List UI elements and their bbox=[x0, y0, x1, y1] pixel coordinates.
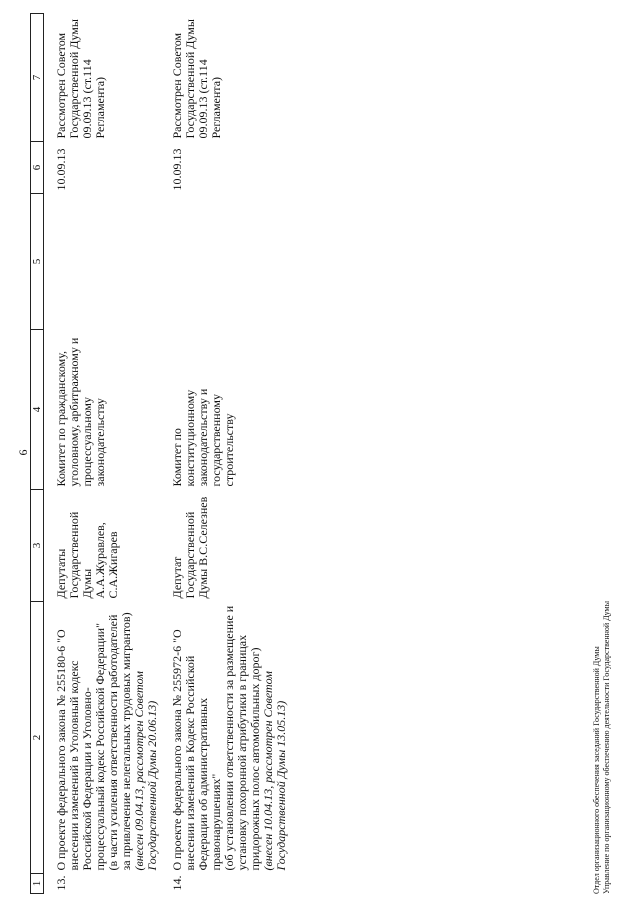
header-col-4: 4 bbox=[31, 330, 44, 490]
header-col-7: 7 bbox=[31, 14, 44, 142]
bill-cell bbox=[170, 602, 289, 874]
author-cell: Депутаты Государственной Думы А.А.Журавлев, С.А.Жигарев bbox=[53, 511, 120, 599]
bill-note: (внесен 09.04.13, рассмотрен Советом Государственной Думы 20.06.13) bbox=[131, 671, 159, 871]
footer-line-1: Отдел организационного обеспечения заседаний Государственной Думы bbox=[592, 646, 601, 894]
committee-cell: Комитет по конституционному законодательству и государственному строительству bbox=[169, 388, 236, 487]
footer-line-2: Управление по организационному обеспечению деятельности Государственной Думы bbox=[602, 601, 611, 894]
agenda-table bbox=[30, 13, 289, 894]
date-cell: 10.09.13 bbox=[53, 148, 68, 191]
status-cell: Рассмотрен Советом Государственной Думы 09.09.13 (ст.114 Регламента) bbox=[53, 19, 107, 139]
header-col-2: 2 bbox=[31, 602, 44, 874]
header-row bbox=[31, 14, 44, 894]
bill-cell bbox=[54, 602, 160, 874]
bill-title: О проекте федерального закона № 255180-6 "О внесении изменений в Уголовный кодекс Российской Федерации и Уголовно-процессуальный кодекс Российской Федерации" bbox=[53, 623, 107, 871]
status-cell: Рассмотрен Советом Государственной Думы 09.09.13 (ст.114 Регламента) bbox=[169, 19, 223, 139]
bill-title: О проекте федерального закона № 255972-6 "О внесении изменений в Кодекс Российской Федерации об административных правонарушениях" bbox=[169, 629, 223, 871]
col5-cell bbox=[54, 194, 160, 330]
footer bbox=[592, 601, 612, 894]
bill-subject: (в части усиления ответственности работодателей за привлечение нелегальных трудовых мигрантов) bbox=[105, 612, 133, 871]
col5-cell bbox=[170, 194, 289, 330]
table-row bbox=[54, 14, 160, 894]
page-number: 6 bbox=[16, 449, 30, 456]
header-col-1: 1 bbox=[31, 874, 44, 894]
bill-subject: (об установлении ответственности за размещение и установку похоронной атрибутики в границах придорожных полос автомобильных дорог) bbox=[221, 605, 262, 871]
header-col-3: 3 bbox=[31, 490, 44, 602]
author-cell: Депутат Государственной Думы В.С.Селезнев bbox=[169, 496, 210, 599]
row-number: 14. bbox=[169, 875, 184, 891]
committee-cell: Комитет по гражданскому, уголовному, арбитражному и процессуальному законодательству bbox=[53, 337, 107, 487]
header-col-5: 5 bbox=[31, 194, 44, 330]
table-row bbox=[170, 14, 289, 894]
date-cell: 10.09.13 bbox=[169, 148, 184, 191]
bill-note: (внесен 10.04.13, рассмотрен Советом Государственной Думы 13.05.13) bbox=[260, 671, 288, 871]
row-number: 13. bbox=[53, 875, 68, 891]
header-col-6: 6 bbox=[31, 142, 44, 194]
